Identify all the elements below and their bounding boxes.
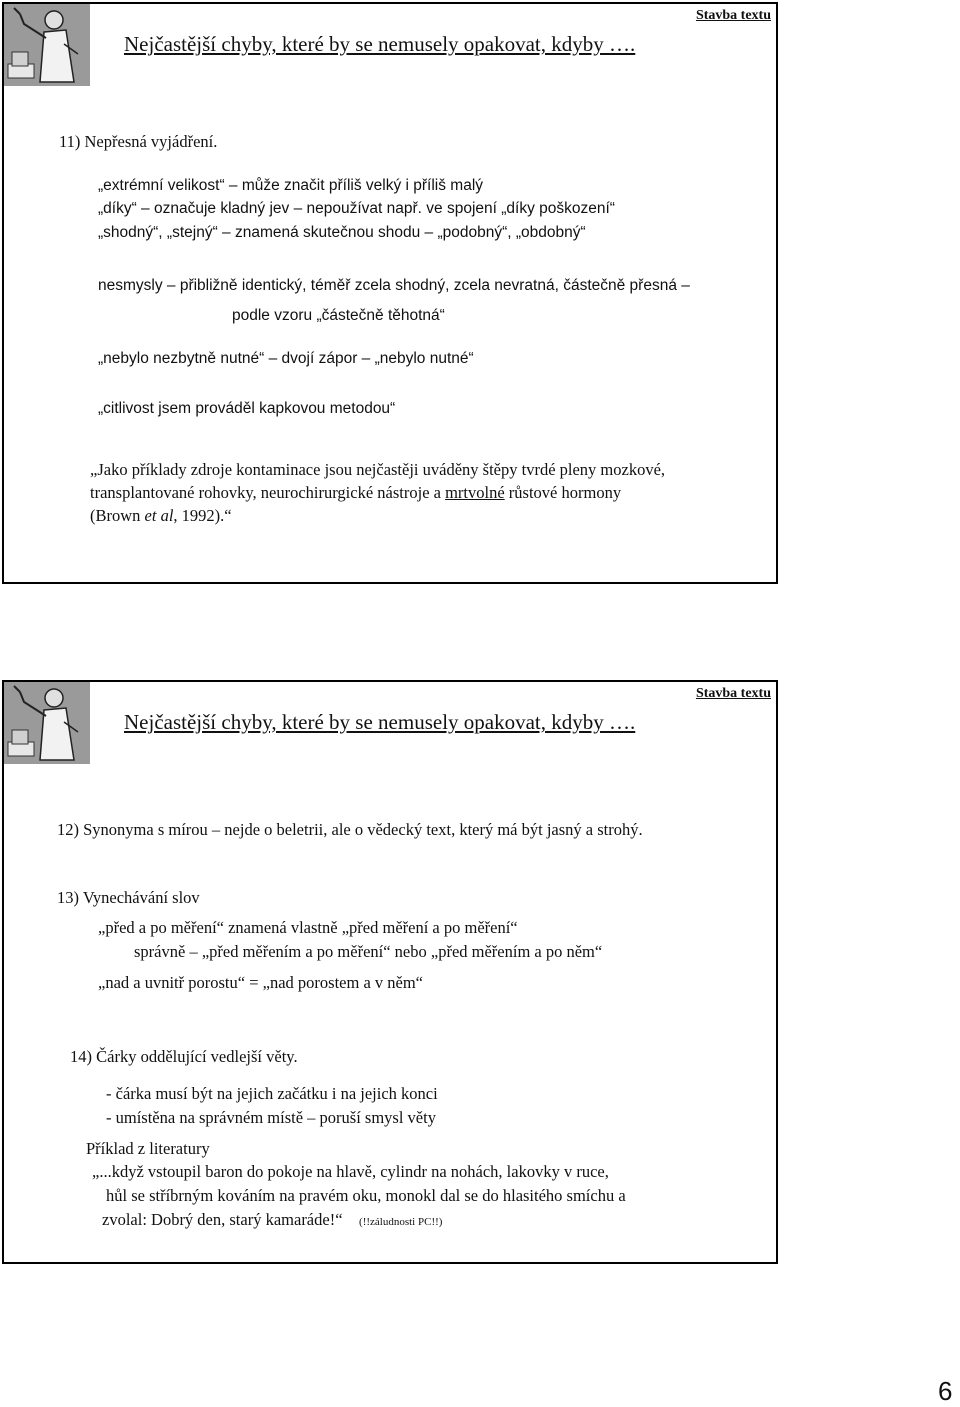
item-heading: 13) Vynechávání slov (57, 888, 200, 907)
underlined-word: mrtvolné (445, 483, 505, 502)
slide-1 (2, 2, 778, 584)
text-line: správně – „před měřením a po měření“ nebo „před měřením a po něm“ (134, 942, 603, 961)
example-line: zvolal: Dobrý den, starý kamaráde!“ (!!záludnosti PC!!) (102, 1210, 443, 1229)
text-line: „shodný“, „stejný“ – znamená skutečnou shodu – „podobný“, „obdobný“ (98, 224, 586, 241)
item-heading: 12) Synonyma s mírou – nejde o beletrii, ale o vědecký text, který má být jasný a strohý. (57, 820, 643, 839)
example-line: „...když vstoupil baron do pokoje na hlavě, cylindr na nohách, lakovky v ruce, (92, 1162, 609, 1181)
example-label: Příklad z literatury (86, 1139, 210, 1158)
text-line: „díky“ – označuje kladný jev – nepoužívat např. ve spojení „díky poškození“ (98, 200, 615, 217)
text-line: „nebylo nezbytně nutné“ – dvojí zápor – „nebylo nutné“ (98, 350, 474, 367)
quote-line: transplantované rohovky, neurochirurgické nástroje a mrtvolné růstové hormony (90, 483, 622, 502)
slide-2 (2, 680, 778, 1264)
text-line: - umístěna na správném místě – poruší smysl věty (106, 1108, 436, 1127)
section-badge: Stavba textu (695, 8, 771, 23)
scientist-illustration-icon (4, 682, 90, 764)
text-line: „extrémní velikost“ – může značit příliš velký i příliš malý (98, 177, 484, 194)
item-heading: 14) Čárky oddělující vedlejší věty. (70, 1047, 298, 1066)
example-note: (!!záludnosti PC!!) (359, 1216, 443, 1228)
text-line: nesmysly – přibližně identický, téměř zcela shodný, zcela nevratná, částečně přesná – (98, 277, 690, 294)
text-line: podle vzoru „částečně těhotná“ (232, 307, 445, 324)
example-line: hůl se stříbrným kováním na pravém oku, monokl dal se do hlasitého smíchu a (106, 1186, 626, 1205)
quote-line: (Brown et al, 1992).“ (90, 506, 232, 525)
item-heading: 11) Nepřesná vyjádření. (59, 132, 218, 151)
text-line: „před a po měření“ znamená vlastně „před měření a po měření“ (98, 918, 518, 937)
text-line: „citlivost jsem prováděl kapkovou metodou“ (98, 400, 396, 417)
section-badge: Stavba textu (695, 686, 771, 701)
text-line: - čárka musí být na jejich začátku i na jejich konci (106, 1084, 438, 1103)
slide-title: Nejčastější chyby, které by se nemusely opakovat, kdyby …. (124, 32, 636, 56)
slide-title: Nejčastější chyby, které by se nemusely opakovat, kdyby …. (124, 710, 636, 734)
scientist-illustration-icon (4, 4, 90, 86)
text-line: „nad a uvnitř porostu“ = „nad porostem a v něm“ (98, 973, 423, 992)
quote-line: „Jako příklady zdroje kontaminace jsou nejčastěji uváděny štěpy tvrdé pleny mozkové, (90, 460, 666, 479)
page-number: 6 (938, 1376, 953, 1406)
